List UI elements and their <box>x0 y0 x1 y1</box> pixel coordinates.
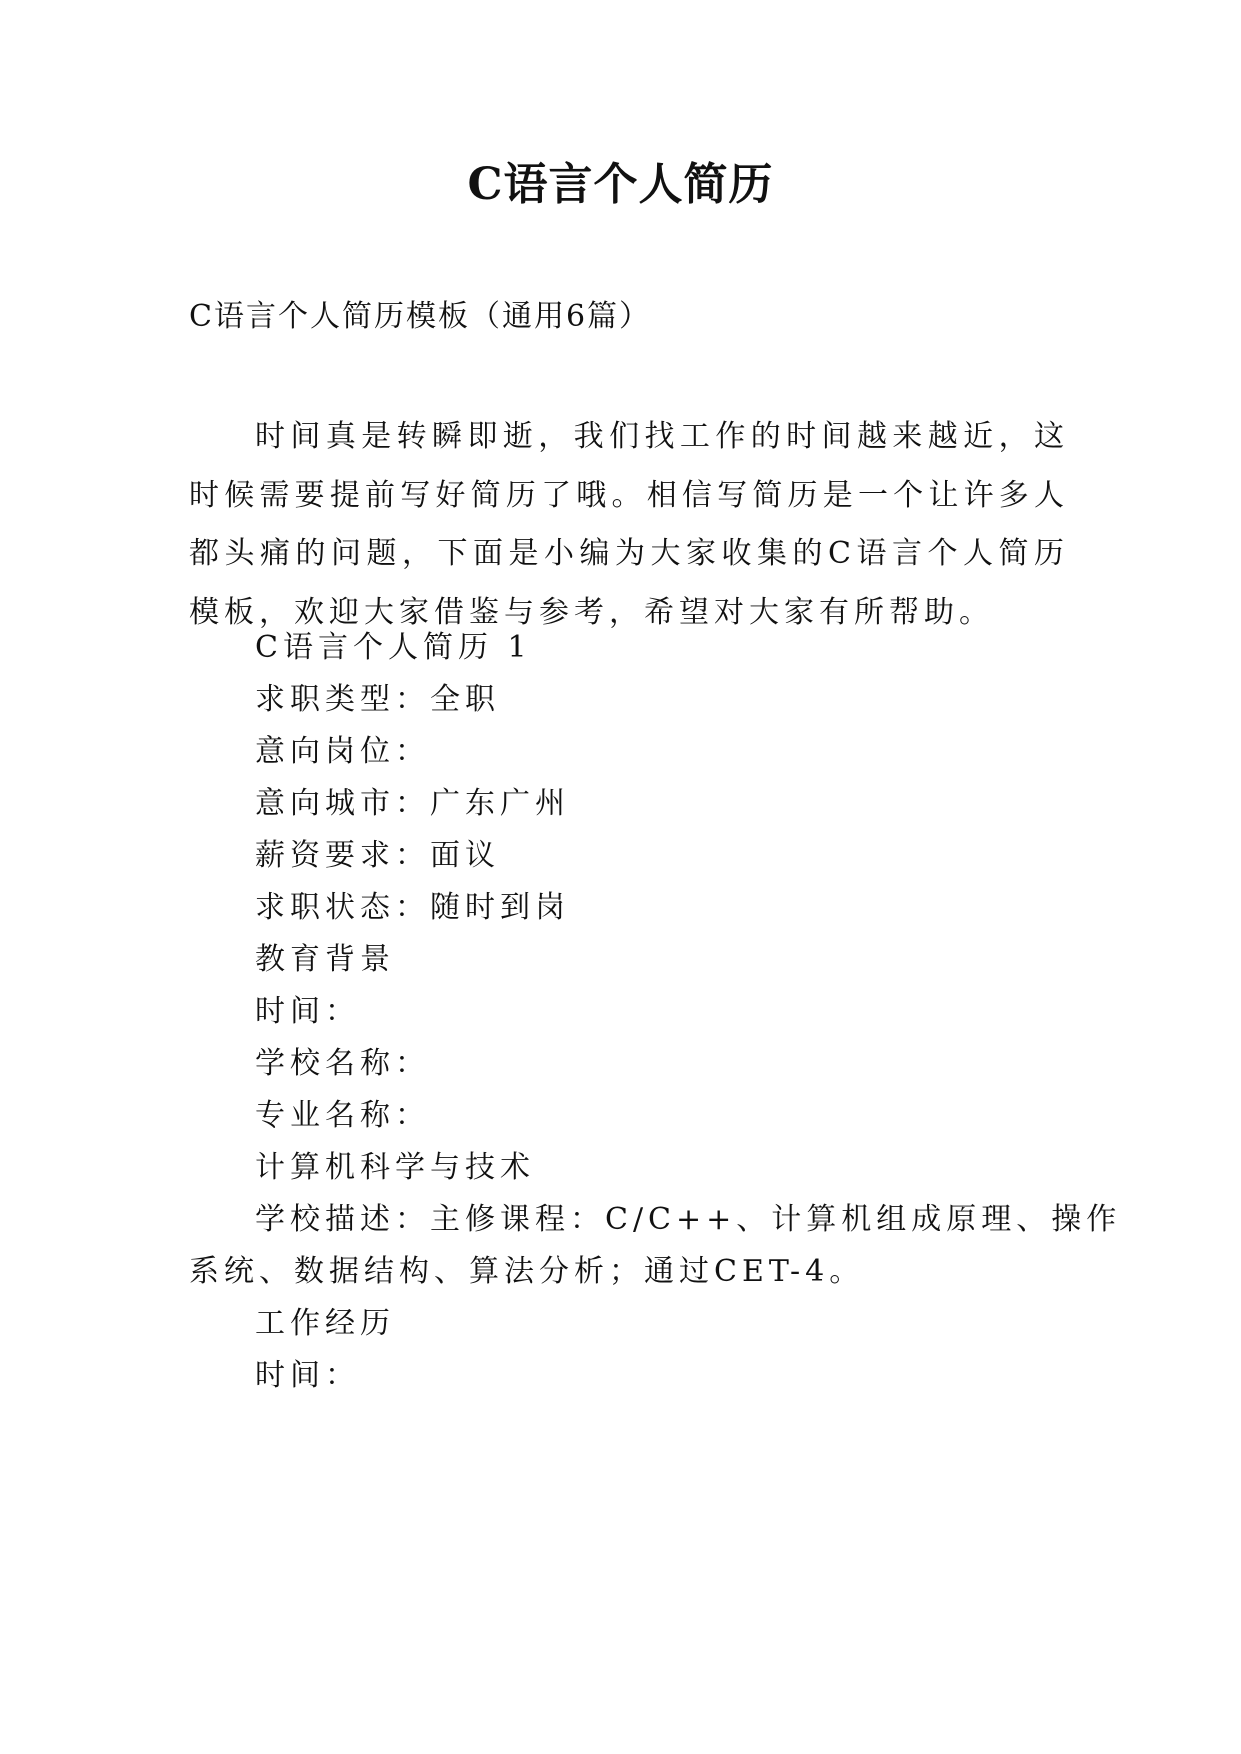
school-name-line: 学校名称： <box>255 1046 430 1081</box>
document-subtitle: C语言个人简历模板（通用6篇） <box>189 299 652 334</box>
salary-line: 薪资要求：面议 <box>255 838 500 873</box>
school-description-continuation: 系统、数据结构、算法分析；通过CET-4。 <box>189 1254 865 1289</box>
education-time-line: 时间： <box>255 994 360 1029</box>
school-description-line: 学校描述：主修课程：C/C++、计算机组成原理、操作 <box>255 1202 1122 1237</box>
target-position-line: 意向岗位： <box>255 734 430 769</box>
education-heading: 教育背景 <box>255 942 395 977</box>
work-time-line: 时间： <box>255 1358 360 1393</box>
work-experience-heading: 工作经历 <box>255 1306 395 1341</box>
document-title: C语言个人简历 <box>467 159 774 210</box>
major-value-line: 计算机科学与技术 <box>255 1150 535 1185</box>
job-status-line: 求职状态：随时到岗 <box>255 890 570 925</box>
target-city-line: 意向城市：广东广州 <box>255 786 570 821</box>
job-type-line: 求职类型：全职 <box>255 682 500 717</box>
resume-heading-1: C语言个人简历 1 <box>255 630 532 665</box>
major-name-line: 专业名称： <box>255 1098 430 1133</box>
intro-paragraph: 时间真是转瞬即逝，我们找工作的时间越来越近，这时候需要提前写好简历了哦。相信写简历是一个让许多人都头痛的问题，下面是小编为大家收集的C语言个人简历模板，欢迎大家借鉴与参考，希望对大家有所帮助。 <box>189 419 1069 630</box>
